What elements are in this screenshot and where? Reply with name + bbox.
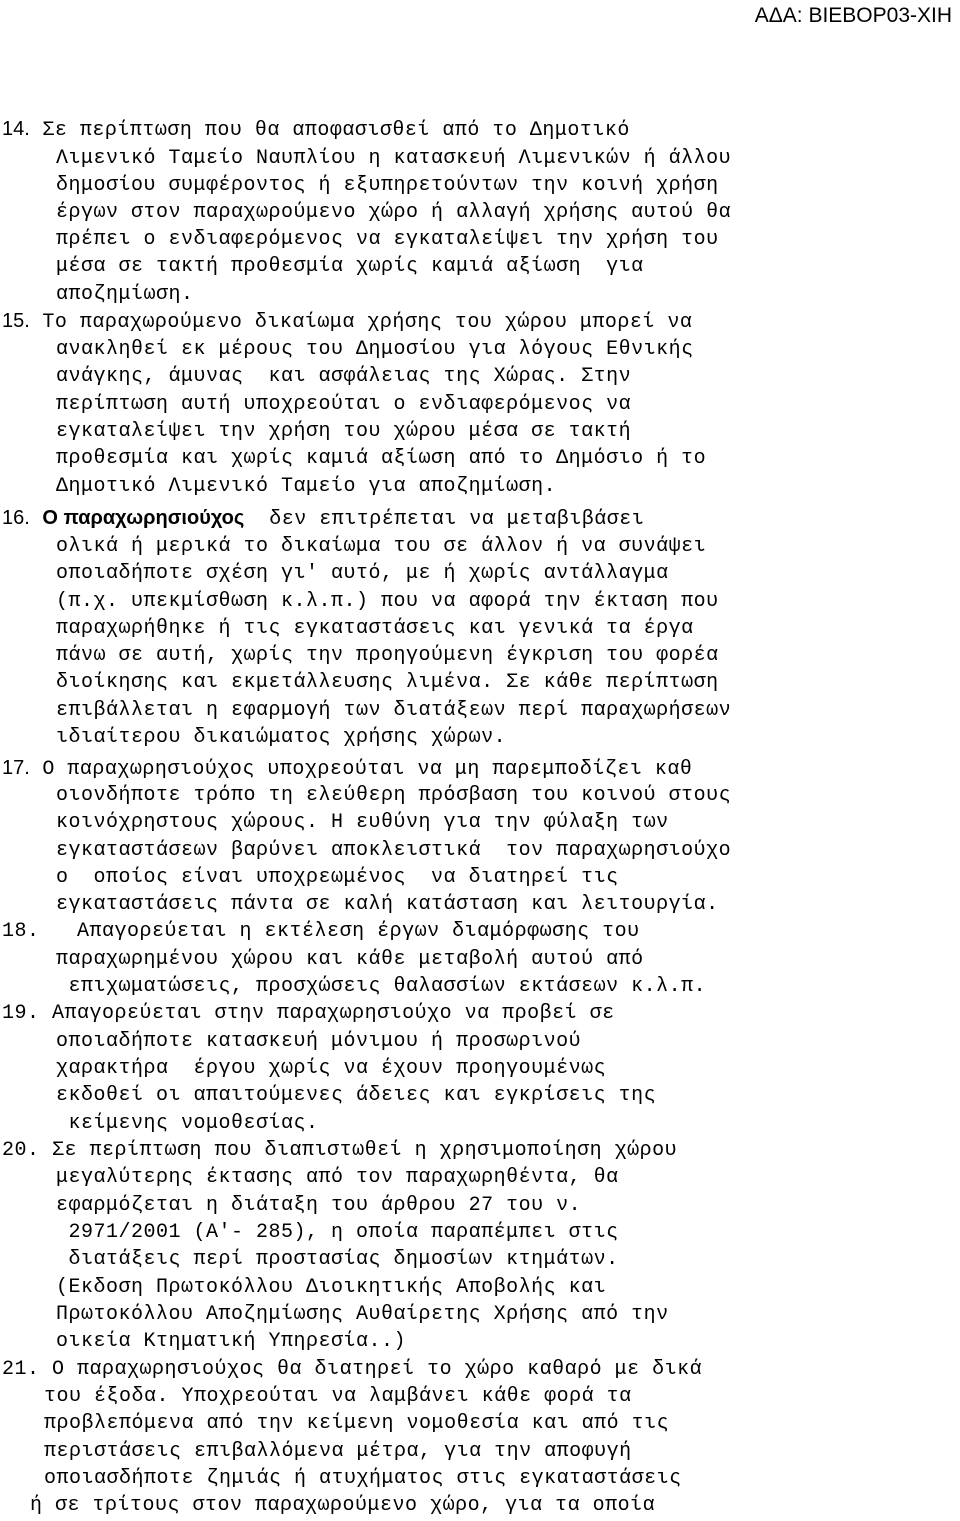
paragraph-number: 20. Σε περίπτωση που διαπιστωθεί η χρησιμοποίηση χώρου — [2, 1139, 678, 1162]
text-line: δημοσίου συμφέροντος ή εξυπηρετούντων την κοινή χρήση — [56, 174, 719, 197]
paragraph-number: 19. Απαγορεύεται στην παραχωρησιούχο να προβεί σε — [2, 1002, 615, 1025]
text-line: οικεία Κτηματική Υπηρεσία..) — [56, 1330, 407, 1353]
paragraph-number: 18. Απαγορεύεται η εκτέλεση έργων διαμόρφωσης του — [2, 920, 640, 943]
text-line: ο οποίος είναι υποχρεωμένος να διατηρεί τις — [56, 866, 619, 889]
text-line: πάνω σε αυτή, χωρίς την προηγούμενη έγκριση του φορέα — [56, 644, 719, 667]
text-line: 2971/2001 (Α'- 285), η οποία παραπέμπει στις — [56, 1221, 619, 1244]
text-line: εγκαταλείψει την χρήση του χώρου μέσα σε τακτή — [56, 420, 632, 443]
text-line: του έξοδα. Υποχρεούται να λαμβάνει κάθε φορά τα — [44, 1385, 632, 1408]
text-line: εγκαταστάσεις πάντα σε καλή κατάσταση και λειτουργία. — [56, 893, 719, 916]
text-line: παραχωρημένου χώρου και κάθε μεταβολή αυτού από — [56, 948, 644, 971]
text-line: ανακληθεί εκ μέρους του Δημοσίου για λόγους Εθνικής — [56, 338, 694, 361]
paragraph-lead-bold: Ο παραχωρησιούχος — [42, 507, 245, 529]
text-line: Λιμενικό Ταμείο Ναυπλίου η κατασκευή Λιμενικών ή άλλου — [56, 147, 732, 170]
text-line: (π.χ. υπεκμίσθωση κ.λ.π.) που να αφορά την έκταση που — [56, 590, 719, 613]
text-line: κοινόχρηστους χώρους. Η ευθύνη για την φύλαξη των — [56, 811, 669, 834]
text-line: ή σε τρίτους στον παραχωρούμενο χώρο, για τα οποία — [30, 1494, 656, 1517]
text-line: μέσα σε τακτή προθεσμία χωρίς καμιά αξίωση για — [56, 255, 644, 278]
text-line: επιβάλλεται η εφαρμογή των διατάξεων περί παραχωρήσεων — [56, 699, 732, 722]
paragraph-number: 14. Σε περίπτωση που θα αποφασισθεί από το Δημοτικό — [2, 118, 630, 142]
text-line: οποιαδήποτε κατασκευή μόνιμου ή προσωρινού — [56, 1030, 582, 1053]
paragraph-number: 16. Ο παραχωρησιούχος δεν επιτρέπεται να μεταβιβάσει — [2, 507, 645, 531]
text-line: περίπτωση αυτή υποχρεούται ο ενδιαφερόμενος να — [56, 393, 632, 416]
text-line: πρέπει ο ενδιαφερόμενος να εγκαταλείψει την χρήση του — [56, 228, 719, 251]
text-line: αποζημίωση. — [56, 283, 194, 306]
text-line: διοίκησης και εκμετάλλευσης λιμένα. Σε κάθε περίπτωση — [56, 671, 719, 694]
text-line: περιστάσεις επιβαλλόμενα μέτρα, για την αποφυγή — [44, 1440, 632, 1463]
text-line: μεγαλύτερης έκτασης από τον παραχωρηθέντα, θα — [56, 1166, 619, 1189]
text-line: χαρακτήρα έργου χωρίς να έχουν προηγουμένως — [56, 1057, 607, 1080]
text-line: (Εκδοση Πρωτοκόλλου Διοικητικής Αποβολής και — [56, 1276, 607, 1299]
text-line: ανάγκης, άμυνας και ασφάλειας της Χώρας. Στην — [56, 365, 632, 388]
text-line: προβλεπόμενα από την κείμενη νομοθεσία και από τις — [44, 1412, 670, 1435]
text-line: εγκαταστάσεων βαρύνει αποκλειστικά τον παραχωρησιούχο — [56, 839, 732, 862]
ada-code: ΑΔΑ: ΒΙΕΒΟΡ03-ΧΙΗ — [754, 4, 952, 27]
text-line: επιχωματώσεις, προσχώσεις θαλασσίων εκτάσεων κ.λ.π. — [56, 975, 707, 998]
text-line: ιδιαίτερου δικαιώματος χρήσης χώρων. — [56, 726, 507, 749]
text-line: παραχωρήθηκε ή τις εγκαταστάσεις και γενικά τα έργα — [56, 617, 694, 640]
text-line: έργων στον παραχωρούμενο χώρο ή αλλαγή χρήσης αυτού θα — [56, 201, 732, 224]
text-line: ολικά ή μερικά το δικαίωμα του σε άλλον ή να συνάψει — [56, 535, 707, 558]
text-line: Δημοτικό Λιμενικό Ταμείο για αποζημίωση. — [56, 475, 557, 498]
paragraph-number: 17. Ο παραχωρησιούχος υποχρεούται να μη παρεμποδίζει καθ — [2, 757, 693, 781]
text-line: κείμενης νομοθεσίας. — [56, 1112, 319, 1135]
text-line: οποιαδήποτε σχέση γι' αυτό, με ή χωρίς αντάλλαγμα — [56, 562, 669, 585]
text-line: προθεσμία και χωρίς καμιά αξίωση από το Δημόσιο ή το — [56, 447, 707, 470]
paragraph-number: 21. Ο παραχωρησιούχος θα διατηρεί το χώρο καθαρό με δικά — [2, 1358, 703, 1381]
text-line: εφαρμόζεται η διάταξη του άρθρου 27 του ν. — [56, 1194, 582, 1217]
text-line: διατάξεις περί προστασίας δημοσίων κτημάτων. — [56, 1248, 619, 1271]
text-line: οιονδήποτε τρόπο τη ελεύθερη πρόσβαση του κοινού στους — [56, 784, 732, 807]
text-line: εκδοθεί οι απαιτούμενες άδειες και εγκρίσεις της — [56, 1084, 657, 1107]
text-line: οποιασδήποτε ζημιάς ή ατυχήματος στις εγκαταστάσεις — [44, 1467, 682, 1490]
text-line: Πρωτοκόλλου Αποζημίωσης Αυθαίρετης Χρήσης από την — [56, 1303, 669, 1326]
paragraph-number: 15. Το παραχωρούμενο δικαίωμα χρήσης του χώρου μπορεί να — [2, 310, 693, 334]
